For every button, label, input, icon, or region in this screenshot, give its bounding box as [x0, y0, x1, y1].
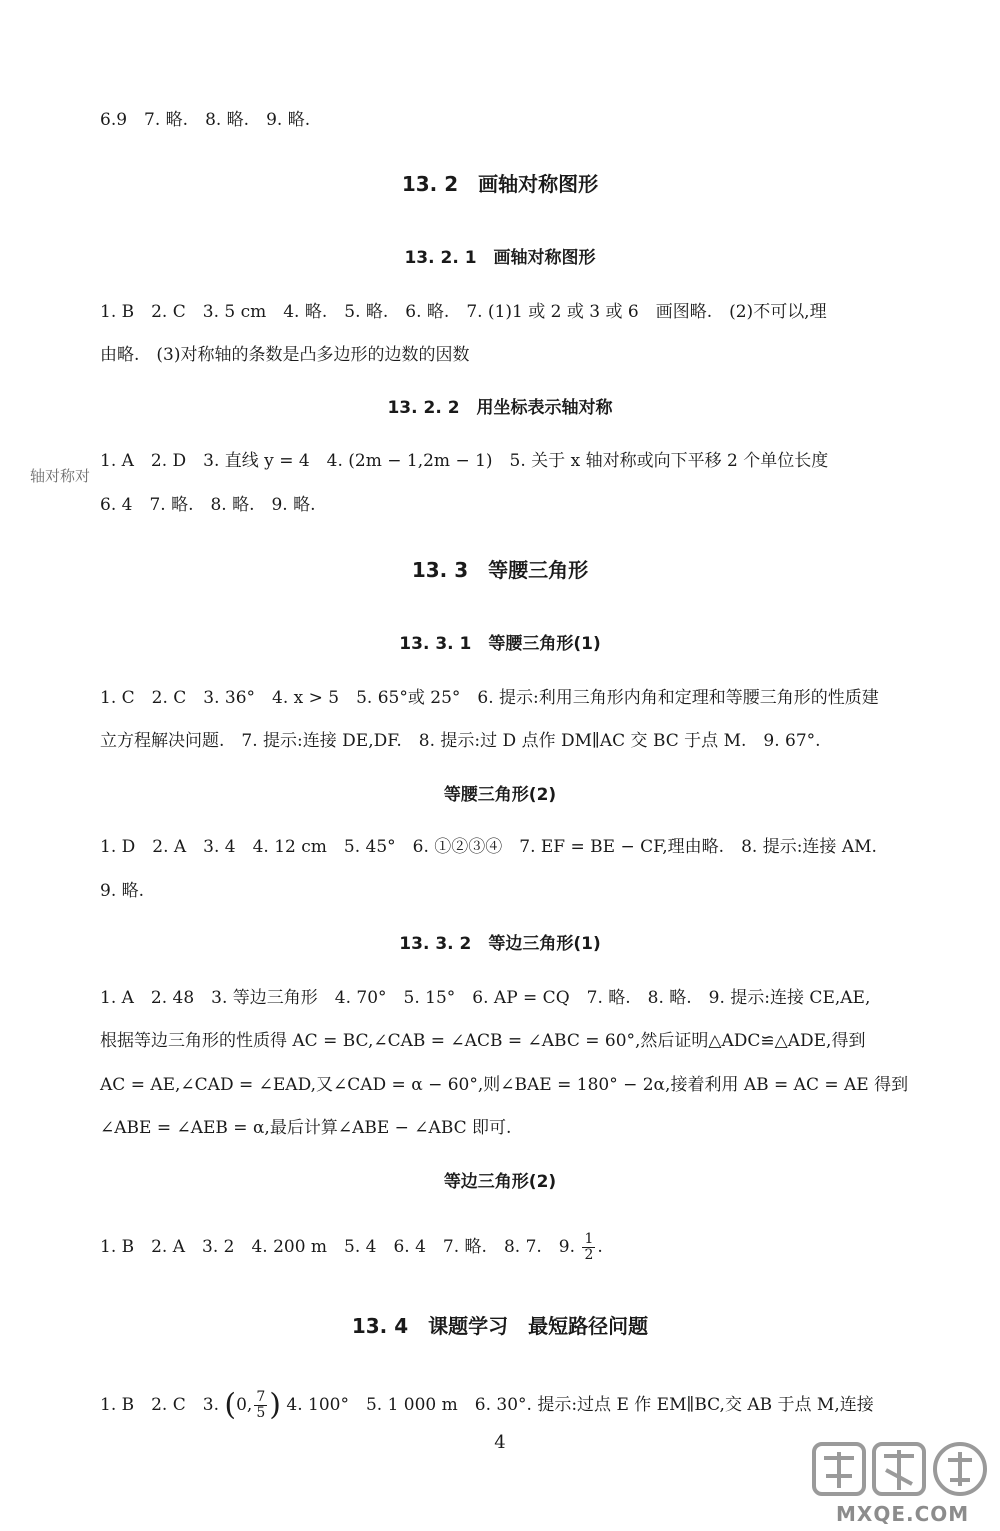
fraction-seven-fifths [254, 1390, 267, 1421]
section-heading-13-3: 13. 3 等腰三角形 [411, 558, 589, 582]
fraction-denominator: 2 [584, 1247, 594, 1263]
page-number: 4 [494, 1432, 506, 1453]
answer-text: 1. B 2. C 3. [100, 1395, 219, 1415]
margin-note: 轴对称对 [30, 467, 91, 485]
watermark-icon [812, 1440, 992, 1500]
answer-line: AC = AE,∠CAD = ∠EAD,又∠CAD = α − 60°,则∠BAE = 180° − 2α,接着利用 AB = AC = AE 得到 [100, 1075, 909, 1095]
answer-line: 1. B 2. C 3. 5 cm 4. 略. 5. 略. 6. 略. 7. (1)1 或 2 或 3 或 6 画图略. (2)不可以,理 [100, 302, 827, 322]
fraction-numerator: 1 [584, 1231, 594, 1247]
subsection-heading-isosceles-2: 等腰三角形(2) [443, 785, 557, 805]
answer-line: 9. 略. [100, 881, 145, 901]
subsection-heading-13-3-1: 13. 3. 1 等腰三角形(1) [399, 634, 601, 654]
subsection-heading-13-3-2: 13. 3. 2 等边三角形(1) [399, 934, 601, 954]
answer-text: . [597, 1237, 603, 1257]
subsection-heading-equilateral-2: 等边三角形(2) [443, 1172, 557, 1192]
answer-line: 6.9 7. 略. 8. 略. 9. 略. [100, 110, 311, 130]
section-heading-13-4: 13. 4 课题学习 最短路径问题 [351, 1314, 649, 1338]
answer-line: 立方程解决问题. 7. 提示:连接 DE,DF. 8. 提示:过 D 点作 DM∥AC 交 BC 于点 M. 9. 67°. [100, 731, 821, 751]
answer-line: 1. D 2. A 3. 4 4. 12 cm 5. 45° 6. ①②③④ 7. EF = BE − CF,理由略. 8. 提示:连接 AM. [100, 837, 877, 857]
fraction-numerator: 7 [256, 1389, 266, 1405]
answer-line: 1. C 2. C 3. 36° 4. x > 5 5. 65°或 25° 6. 提示:利用三角形内角和定理和等腰三角形的性质建 [100, 688, 879, 708]
fraction-one-half [582, 1232, 595, 1263]
right-paren: ) [269, 1387, 281, 1423]
coordinate-text: 0, [236, 1395, 253, 1415]
answer-line: 由略. (3)对称轴的条数是凸多边形的边数的因数 [100, 345, 470, 365]
answer-line: ∠ABE = ∠AEB = α,最后计算∠ABE − ∠ABC 即可. [100, 1118, 512, 1138]
answer-line: 1. A 2. D 3. 直线 y = 4 4. (2m − 1,2m − 1) 5. 关于 x 轴对称或向下平移 2 个单位长度 [100, 451, 829, 471]
answer-line [100, 1232, 930, 1263]
fraction-denominator: 5 [256, 1405, 266, 1421]
answer-text: 1. B 2. A 3. 2 4. 200 m 5. 4 6. 4 7. 略. 8. 7. 9. [100, 1237, 576, 1257]
answer-line: 1. A 2. 48 3. 等边三角形 4. 70° 5. 15° 6. AP = CQ 7. 略. 8. 略. 9. 提示:连接 CE,AE, [100, 988, 871, 1008]
watermark-text: MXQE.COM [836, 1502, 970, 1526]
answer-line: 6. 4 7. 略. 8. 略. 9. 略. [100, 495, 316, 515]
answer-line [100, 1387, 930, 1423]
watermark-logo [812, 1440, 992, 1526]
left-paren: ( [224, 1387, 237, 1423]
section-heading-13-2: 13. 2 画轴对称图形 [401, 172, 599, 196]
answer-line: 根据等边三角形的性质得 AC = BC,∠CAB = ∠ACB = ∠ABC = 60°,然后证明△ADC≌△ADE,得到 [100, 1031, 866, 1051]
answer-text: 4. 100° 5. 1 000 m 6. 30°. 提示:过点 E 作 EM∥BC,交 AB 于点 M,连接 [286, 1395, 874, 1415]
subsection-heading-13-2-1: 13. 2. 1 画轴对称图形 [404, 248, 596, 268]
subsection-heading-13-2-2: 13. 2. 2 用坐标表示轴对称 [387, 398, 613, 418]
